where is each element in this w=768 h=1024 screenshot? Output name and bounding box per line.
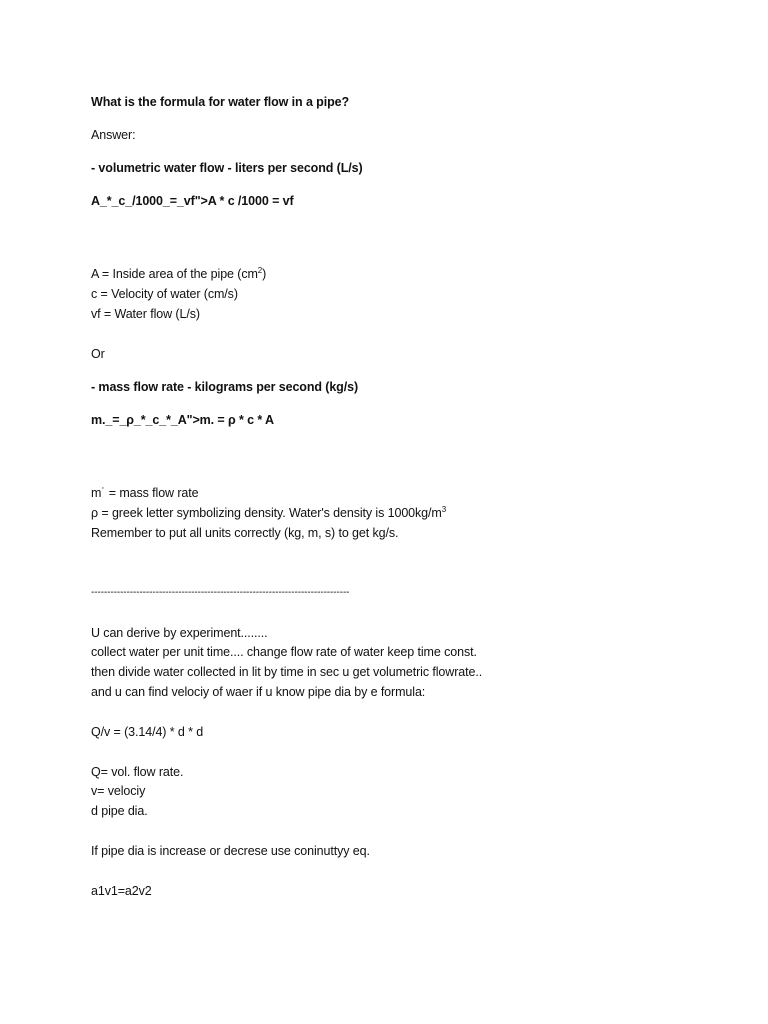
continuity-note: If pipe dia is increase or decrese use coninuttyy eq.: [91, 844, 370, 858]
volumetric-formula: A_*_c_/1000_=_vf">A * c /1000 = vf: [91, 194, 294, 208]
definition-velocity: c = Velocity of water (cm/s): [91, 287, 238, 301]
experiment-line-3: then divide water collected in lit by time in sec u get volumetric flowrate..: [91, 665, 483, 679]
continuity-equation: a1v1=a2v2: [91, 884, 152, 898]
definition-area-close: ): [262, 267, 267, 281]
experiment-line-2: collect water per unit time.... change flow rate of water keep time const.: [91, 645, 477, 659]
definition-d: d pipe dia.: [91, 804, 148, 818]
or-label: Or: [91, 347, 105, 361]
pipe-formula: Q/v = (3.14/4) * d * d: [91, 725, 204, 739]
definition-density-superscript: 3: [441, 505, 447, 514]
definition-water-flow: vf = Water flow (L/s): [91, 307, 200, 321]
definition-density: [91, 505, 446, 521]
definition-v: v= velociy: [91, 784, 146, 798]
definition-density-text: ρ = greek letter symbolizing density. Water's density is 1000kg/m: [91, 506, 442, 520]
question-heading: What is the formula for water flow in a pipe?: [91, 95, 350, 109]
answer-label: Answer:: [91, 128, 136, 142]
definition-area-superscript: 2: [257, 266, 263, 275]
volumetric-heading: - volumetric water flow - liters per second (L/s): [91, 161, 363, 175]
definition-mass-flow: m˙ = mass flow rate: [91, 486, 199, 500]
units-reminder: Remember to put all units correctly (kg, m, s) to get kg/s.: [91, 526, 399, 540]
divider: --------------------------------------------------------------------------------: [91, 587, 350, 598]
mass-flow-formula: m._=_ρ_*_c_*_A">m. = ρ * c * A: [91, 413, 274, 427]
definition-area-text: A = Inside area of the pipe (cm: [91, 267, 258, 281]
mass-flow-heading: - mass flow rate - kilograms per second (kg/s): [91, 380, 359, 394]
definition-area: [91, 266, 266, 282]
experiment-line-1: U can derive by experiment........: [91, 626, 268, 640]
experiment-line-4: and u can find velociy of waer if u know pipe dia by e formula:: [91, 685, 426, 699]
definition-q: Q= vol. flow rate.: [91, 765, 184, 779]
